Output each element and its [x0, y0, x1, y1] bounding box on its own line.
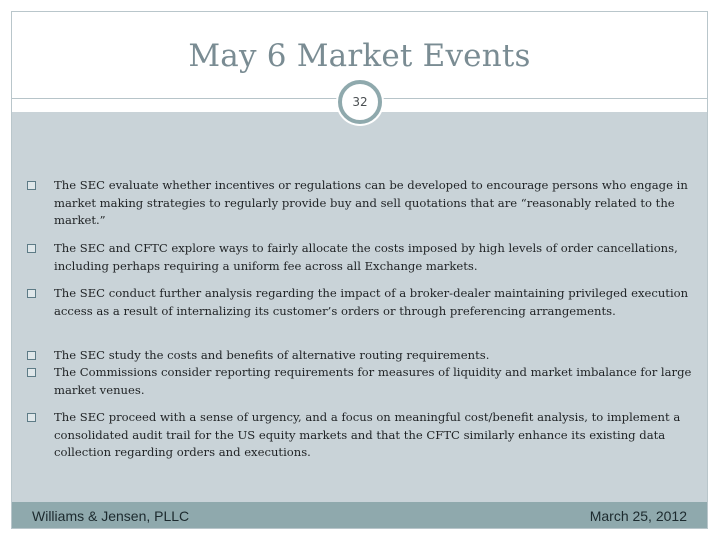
bullet-item — [27, 240, 692, 275]
bullet-box-icon — [27, 351, 36, 360]
bullet-box-icon — [27, 181, 36, 190]
footer-bar — [12, 502, 707, 529]
bullet-item — [27, 409, 692, 462]
footer-firm-name: Williams & Jensen, PLLC — [32, 508, 190, 524]
bullet-box-icon — [27, 368, 36, 377]
slide-number-badge: 32 — [338, 80, 382, 124]
bullet-box-icon — [27, 244, 36, 253]
content-area — [12, 112, 707, 502]
bullet-text: The Commissions consider reporting requirements for measures of liquidity and market imbalance for large market venues. — [54, 365, 692, 397]
bullet-box-icon — [27, 289, 36, 298]
slide — [11, 11, 708, 529]
bullet-text: The SEC evaluate whether incentives or regulations can be developed to encourage persons who engage in market making strategies to regularly provide buy and sell quotations that are “reasonably related to the market.” — [54, 178, 688, 227]
footer-date: March 25, 2012 — [589, 508, 687, 524]
bullet-text: The SEC proceed with a sense of urgency, and a focus on meaningful cost/benefit analysis, to implement a consolidated audit trail for the US equity markets and that the CFTC similarly enhance its existing data collection regarding orders and executions. — [54, 410, 681, 459]
bullet-text: The SEC and CFTC explore ways to fairly allocate the costs imposed by high levels of order cancellations, including perhaps requiring a uniform fee across all Exchange markets. — [54, 241, 678, 273]
bullet-text: The SEC study the costs and benefits of alternative routing requirements. — [54, 348, 490, 362]
bullet-item — [27, 364, 692, 399]
bullet-item — [27, 347, 692, 365]
bullet-box-icon — [27, 413, 36, 422]
bullet-item — [27, 285, 692, 320]
slide-title: May 6 Market Events — [188, 38, 531, 74]
bullet-text: The SEC conduct further analysis regarding the impact of a broker-dealer maintaining privileged execution access as a result of internalizing its customer’s orders or through preferencing arrangements. — [54, 286, 689, 318]
bullet-item — [27, 177, 692, 230]
